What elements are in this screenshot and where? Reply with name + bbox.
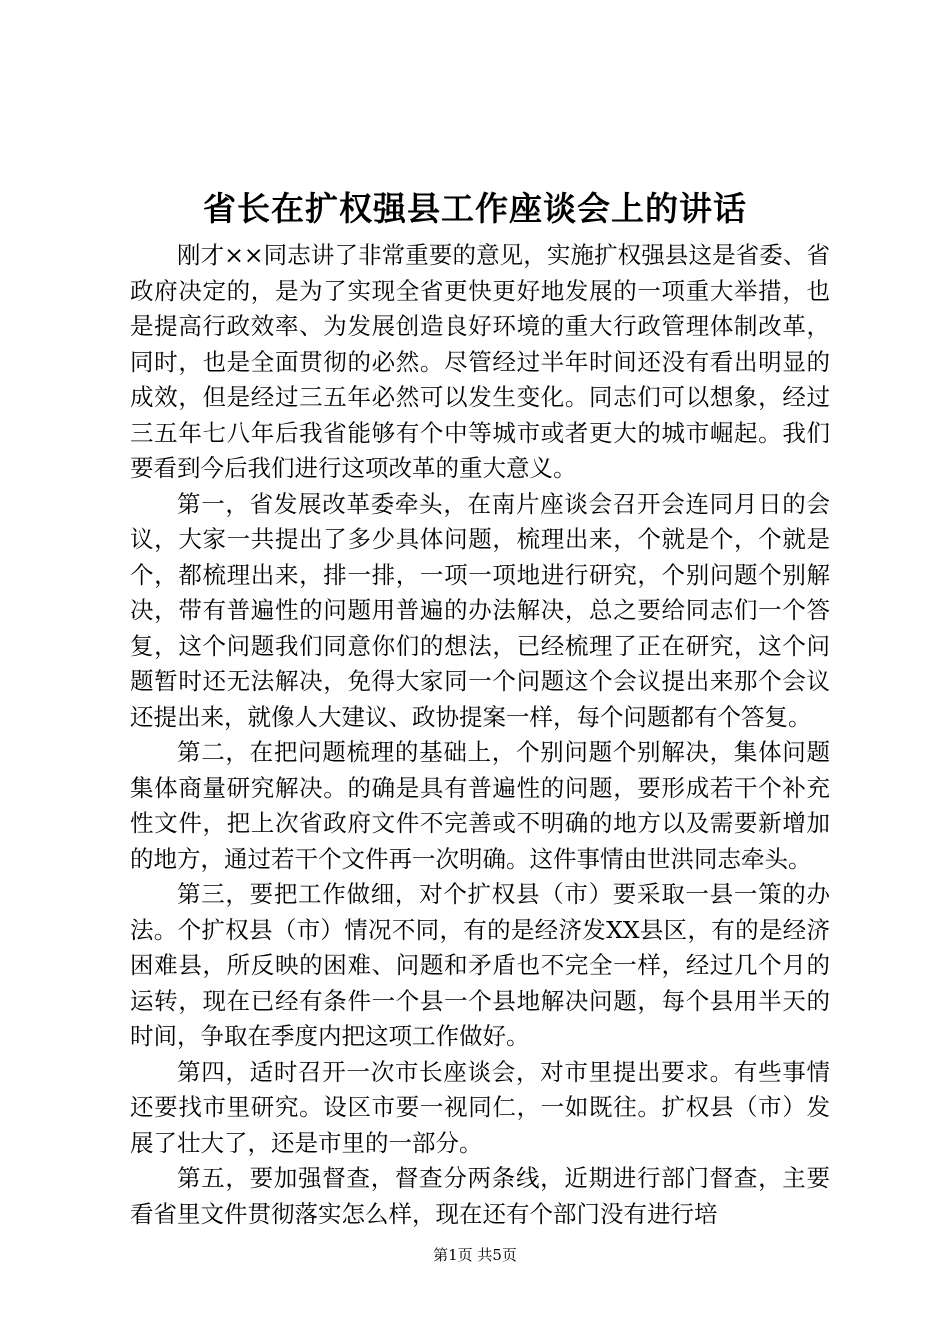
page-footer xyxy=(0,1245,950,1265)
paragraph: 第一，省发展改革委牵头，在南片座谈会召开会连同月日的会议，大家一共提出了多少具体问题，梳理出来，个就是个，个就是个，都梳理出来，排一排，一项一项地进行研究，个别问题个别解决，带有普遍性的问题用普遍的办法解决，总之要给同志们一个答复，这个问题我们同意你们的想法，已经梳理了正在研究，这个问题暂时还无法解决，免得大家同一个问题这个会议提出来那个会议还提出来，就像人大建议、政协提案一样，每个问题都有个答复。 xyxy=(130,489,830,731)
document-body xyxy=(130,238,830,1232)
paragraph: 第三，要把工作做细，对个扩权县（市）要采取一县一策的办法。个扩权县（市）情况不同，有的是经济发XX县区，有的是经济困难县，所反映的困难、问题和矛盾也不完全一样，经过几个月的运转，现在已经有条件一个县一个县地解决问题，每个县用半天的时间，争取在季度内把这项工作做好。 xyxy=(130,880,830,1050)
paragraph: 第四，适时召开一次市长座谈会，对市里提出要求。有些事情还要找市里研究。设区市要一视同仁，一如既往。扩权县（市）发展了壮大了，还是市里的一部分。 xyxy=(130,1057,830,1157)
document-title: 省长在扩权强县工作座谈会上的讲话 xyxy=(203,189,747,228)
paragraph: 第二，在把问题梳理的基础上，个别问题个别解决，集体问题集体商量研究解决。的确是具有普遍性的问题，要形成若干个补充性文件，把上次省政府文件不完善或不明确的地方以及需要新增加的地方，通过若干个文件再一次明确。这件事情由世洪同志牵头。 xyxy=(130,738,830,873)
page-number: 第1页 共5页 xyxy=(433,1246,517,1264)
paragraph: 刚才××同志讲了非常重要的意见，实施扩权强县这是省委、省政府决定的，是为了实现全省更快更好地发展的一项重大举措，也是提高行政效率、为发展创造良好环境的重大行政管理体制改革，同时，也是全面贯彻的必然。尽管经过半年时间还没有看出明显的成效，但是经过三五年必然可以发生变化。同志们可以想象，经过三五年七八年后我省能够有个中等城市或者更大的城市崛起。我们要看到今后我们进行这项改革的重大意义。 xyxy=(130,241,830,482)
paragraph: 第五，要加强督查，督查分两条线，近期进行部门督查，主要看省里文件贯彻落实怎么样，现在还有个部门没有进行培 xyxy=(130,1164,830,1228)
